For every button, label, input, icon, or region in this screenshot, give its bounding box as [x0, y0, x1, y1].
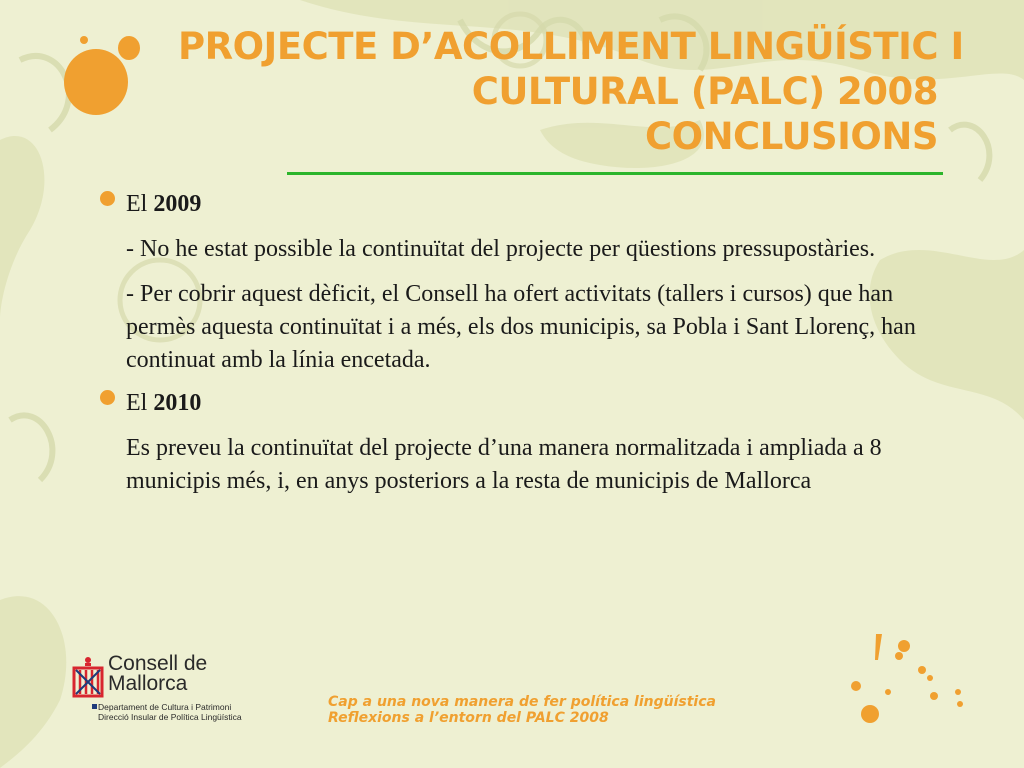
logo-name-line-2: Mallorca — [108, 672, 188, 695]
consell-de-mallorca-logo — [72, 654, 272, 726]
bullet-year: 2009 — [153, 191, 202, 217]
bullet-prefix: El — [126, 191, 154, 217]
logo-subtitle — [98, 702, 242, 722]
bullet-2009 — [98, 188, 948, 221]
bullet-year: 2010 — [153, 390, 202, 416]
paragraph-2010-1: Es preveu la continuïtat del projecte d’una manera normalitzada i ampliada a 8 municipis més, i, en anys posteriors a la resta de municipis de Mallorca — [126, 435, 882, 494]
logo-sub-line-2: Direcció Insular de Política Lingüística — [98, 712, 242, 722]
bullet-dot — [100, 390, 115, 405]
logo-square-icon — [92, 704, 97, 709]
bullet-dot — [100, 191, 115, 206]
paragraph-2009-2: - Per cobrir aquest dèficit, el Consell ha ofert activitats (tallers i cursos) que han permès aquesta continuïtat i a més, els dos municipis, sa Pobla i Sant Llorenç, han continuat amb la línia encetada. — [126, 281, 916, 373]
coat-of-arms-icon — [72, 656, 104, 698]
page-title — [178, 24, 964, 159]
logo-name-line-1: Consell de — [108, 652, 208, 675]
decorative-dots-bottom — [840, 630, 970, 730]
bullet-prefix: El — [126, 390, 154, 416]
footer-line-2: Reflexions a l’entorn del PALC 2008 — [328, 710, 609, 726]
title-line-1: PROJECTE D’ACOLLIMENT LINGÜÍSTIC I — [178, 25, 964, 68]
decorative-dots-top — [56, 30, 156, 120]
logo-sub-line-1: Departament de Cultura i Patrimoni — [98, 702, 232, 712]
footer-line-1: Cap a una nova manera de fer política lingüística — [328, 694, 716, 710]
title-line-3: CONCLUSIONS — [644, 115, 938, 158]
slide-body — [98, 188, 948, 498]
bullet-2010 — [98, 387, 948, 420]
paragraph-2009-1: - No he estat possible la continuïtat del projecte per qüestions pressupostàries. — [126, 236, 876, 262]
title-divider — [287, 172, 943, 175]
logo-name — [108, 654, 268, 694]
footer-caption — [328, 694, 716, 726]
title-line-2: CULTURAL (PALC) 2008 — [471, 70, 938, 113]
